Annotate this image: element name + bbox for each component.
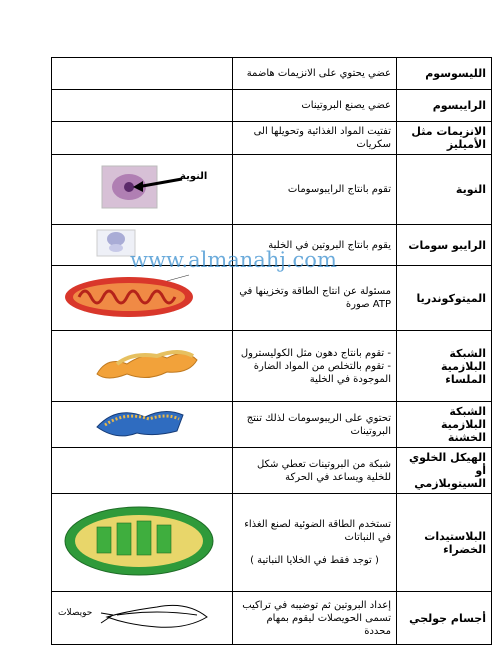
organelle-function: شبكة من البروتينات تعطي شكل للخلية ويساعد في الحركة bbox=[233, 448, 397, 494]
organelle-sheet bbox=[51, 57, 486, 637]
label-line bbox=[101, 615, 113, 623]
mitochondria-image-cell bbox=[52, 266, 233, 331]
table-row bbox=[52, 402, 492, 448]
image-cell bbox=[52, 90, 233, 122]
golgi-image-cell bbox=[52, 592, 233, 645]
table-row bbox=[52, 331, 492, 402]
table-row bbox=[52, 266, 492, 331]
organelle-name: الرايبسوم bbox=[397, 90, 492, 122]
nucleolus-image-cell bbox=[52, 155, 233, 225]
organelle-name: الميتوكوندريا bbox=[397, 266, 492, 331]
table-row bbox=[52, 90, 492, 122]
image-cell bbox=[52, 448, 233, 494]
rough-er-illustration bbox=[57, 405, 227, 440]
chloroplast-illustration bbox=[57, 497, 227, 584]
organelle-name: الشبكة البلازمية الخشنة bbox=[397, 402, 492, 448]
organelle-function: يقوم بانتاج البروتين في الخلية bbox=[233, 225, 397, 266]
nucleolus-shape bbox=[124, 182, 134, 192]
nucleolus-illustration bbox=[57, 158, 227, 217]
organelle-name: الانزيمات مثل الأميليز bbox=[397, 122, 492, 155]
chloroplast-image-cell bbox=[52, 494, 233, 592]
organelle-name: الشبكة البلازمية الملساء bbox=[397, 331, 492, 402]
organelle-function: تحتوي على الريبوسومات لذلك تنتج البروتينات bbox=[233, 402, 397, 448]
smooth-er-shape bbox=[97, 353, 197, 378]
organelles-table bbox=[51, 57, 492, 645]
smooth-er-image-cell bbox=[52, 331, 233, 402]
organelle-name: البلاستيدات الخضراء bbox=[397, 494, 492, 592]
organelle-function: تقوم بانتاج الرايبوسومات bbox=[233, 155, 397, 225]
label-line bbox=[167, 275, 189, 281]
table-row bbox=[52, 58, 492, 90]
label-line bbox=[101, 613, 113, 615]
organelle-function: - تقوم بانتاج دهون مثل الكوليسترول - تقوم بالتخلص من المواد الضارة الموجودة في الخلية bbox=[233, 331, 397, 402]
table-row bbox=[52, 122, 492, 155]
watermark: www.almanahj.com bbox=[130, 248, 337, 272]
organelle-name: النوية bbox=[397, 155, 492, 225]
organelle-function: عضي يصنع البروتينات bbox=[233, 90, 397, 122]
image-cell bbox=[52, 58, 233, 90]
plant-only-note: ( توجد فقط في الخلايا النباتية ) bbox=[250, 555, 379, 566]
organelle-function: عضي يحتوي على الانزيمات هاضمة bbox=[233, 58, 397, 90]
organelle-function: مسئولة عن انتاج الطاقة وتخزينها في ATP صورة bbox=[233, 266, 397, 331]
mitochondria-illustration bbox=[57, 269, 227, 323]
organelle-name: الليسوسوم bbox=[397, 58, 492, 90]
nucleolus-label: النوية bbox=[180, 171, 208, 182]
table-row bbox=[52, 155, 492, 225]
organelle-name: أجسام جولجي bbox=[397, 592, 492, 645]
organelle-function: إعداد البروتين ثم توضيبه في تراكيب تسمى الحويصلات ليقوم بمهام محددة bbox=[233, 592, 397, 645]
rough-er-shape bbox=[97, 411, 183, 435]
ribosome-small-subunit bbox=[109, 244, 123, 252]
ribosome-large-subunit bbox=[107, 232, 125, 246]
vesicles-label: حويصلات bbox=[58, 608, 93, 618]
chloroplast-function-text: تستخدم الطاقة الضوئية لصنع الغذاء في النباتات bbox=[244, 519, 391, 543]
organelle-function: تفتيت المواد الغذائية وتحويلها الى سكريات bbox=[233, 122, 397, 155]
organelle-name: الرايبو سومات bbox=[397, 225, 492, 266]
image-cell bbox=[52, 122, 233, 155]
golgi-shape bbox=[107, 605, 207, 627]
rough-er-image-cell bbox=[52, 402, 233, 448]
table-row bbox=[52, 448, 492, 494]
table-row bbox=[52, 494, 492, 592]
organelle-name: الهيكل الخلوي أو السيتوبلازمي bbox=[397, 448, 492, 494]
smooth-er-illustration bbox=[57, 334, 227, 394]
table-row bbox=[52, 592, 492, 645]
organelle-function bbox=[233, 494, 397, 592]
